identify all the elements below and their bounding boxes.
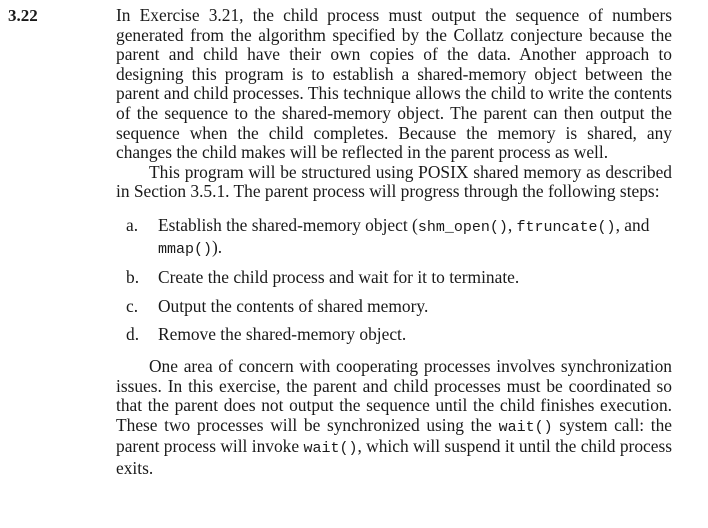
closing-text: One area of concern with cooperating processes involves synchronization issues. In this exercise, the parent and child processes must be coordinated so that the parent does not output the sequence until the child finishes execution. These two processes will be synchronized using the bbox=[116, 355, 672, 435]
step-d bbox=[116, 325, 672, 345]
step-marker: c. bbox=[126, 295, 139, 316]
step-a bbox=[116, 216, 672, 259]
code-wait: wait() bbox=[303, 440, 358, 458]
exercise-body bbox=[116, 6, 672, 478]
step-b bbox=[116, 268, 672, 288]
step-separator: , bbox=[507, 214, 517, 235]
step-text: Remove the shared-memory object. bbox=[158, 324, 407, 345]
step-text: Output the contents of shared memory. bbox=[158, 295, 429, 316]
step-text: Create the child process and wait for it to terminate. bbox=[158, 267, 520, 288]
step-c bbox=[116, 297, 672, 317]
closing-paragraph bbox=[116, 357, 672, 479]
step-text-end: ). bbox=[212, 236, 223, 257]
code-wait: wait() bbox=[498, 418, 553, 436]
step-marker: a. bbox=[126, 214, 139, 235]
closing-text-middle: system call: the parent process will invoke bbox=[116, 414, 673, 457]
intro-paragraph: In Exercise 3.21, the child process must output the sequence of numbers generated from the algorithm specified by the Collatz conjecture because the parent and child have their own copies of the data. Another approach to designing this program is to establish a shared-memory object between the parent and child processes. This technique allows the child to write the contents of the sequence to the shared-memory object. The parent can then output the sequence when the child completes. Because the memory is shared, any changes the child makes will be reflected in the parent process as well. bbox=[116, 5, 672, 163]
code-mmap: mmap() bbox=[158, 240, 213, 258]
code-ftruncate: ftruncate() bbox=[516, 218, 616, 236]
steps-list bbox=[116, 216, 672, 345]
closing-text-end: , which will suspend it until the child process exits. bbox=[116, 436, 672, 478]
structure-paragraph: This program will be structured using POSIX shared memory as described in Section 3.5.1. The parent process will progress through the following steps: bbox=[116, 161, 672, 202]
step-text: Establish the shared-memory object ( bbox=[158, 214, 418, 235]
step-marker: d. bbox=[126, 324, 140, 345]
step-separator: , and bbox=[615, 214, 650, 235]
step-marker: b. bbox=[126, 267, 140, 288]
exercise-number: 3.22 bbox=[8, 6, 38, 25]
code-shm-open: shm_open() bbox=[417, 218, 508, 236]
